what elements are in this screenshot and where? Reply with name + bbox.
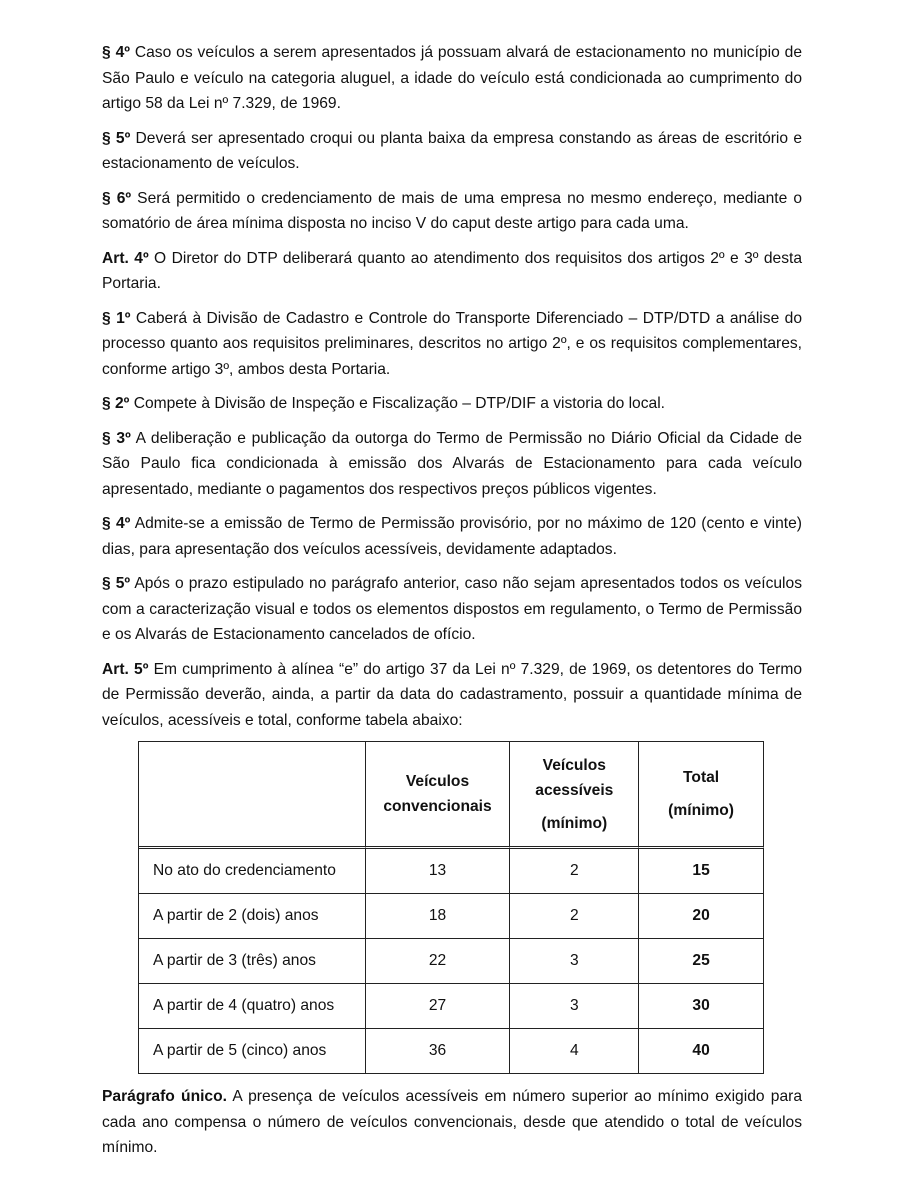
paragraph-label: § 2º	[102, 395, 130, 412]
table-row	[139, 894, 764, 939]
paragraph-text: Admite-se a emissão de Termo de Permissão provisório, por no máximo de 120 (cento e vinte) dias, para apresentação dos veículos acessíveis, devidamente adaptados.	[102, 515, 802, 558]
conventional-count: 13	[366, 849, 511, 894]
paragraph-text: O Diretor do DTP deliberará quanto ao atendimento dos requisitos dos artigos 2º e 3º desta Portaria.	[102, 249, 802, 292]
row-label: A partir de 2 (dois) anos	[139, 894, 366, 939]
total-count: 15	[639, 849, 764, 894]
header-text: Veículos	[542, 756, 606, 774]
total-count: 25	[639, 939, 764, 984]
conventional-count: 18	[366, 894, 511, 939]
header-spacer	[639, 790, 763, 798]
header-empty-cell	[139, 742, 366, 849]
paragraph-art4-par4	[102, 511, 802, 562]
paragraph-art3-par6	[102, 186, 802, 237]
vehicle-minimum-table-wrapper	[138, 741, 764, 1074]
paragraph-label: § 3º	[102, 429, 131, 447]
paragraph-art4-par1	[102, 306, 802, 383]
header-text: Total	[683, 769, 720, 786]
paragraph-text: Compete à Divisão de Inspeção e Fiscalização – DTP/DIF a vistoria do local.	[129, 395, 665, 412]
header-accessible-vehicles	[510, 742, 639, 849]
total-count: 20	[639, 894, 764, 939]
paragraph-art3-par4	[102, 40, 802, 117]
header-text: (mínimo)	[668, 802, 735, 819]
paragraph-art3-par5	[102, 126, 802, 177]
accessible-count: 2	[510, 849, 639, 894]
total-count: 30	[639, 984, 764, 1029]
paragraph-label: § 4º	[102, 44, 130, 61]
paragraph-text: Após o prazo estipulado no parágrafo anterior, caso não sejam apresentados todos os veículos com a caracterização visual e todos os elementos dispostos em regulamento, o Termo de Permissão e os Alvarás de Estacionamento cancelados de ofício.	[102, 575, 802, 643]
row-label: No ato do credenciamento	[139, 849, 366, 894]
header-spacer	[510, 803, 638, 811]
paragraph-text: Deverá ser apresentado croqui ou planta baixa da empresa constando as áreas de escritório e estacionamento de veículos.	[102, 129, 802, 172]
header-total-minimum	[639, 742, 764, 849]
document-page	[102, 40, 802, 1170]
header-text: Veículos	[405, 773, 470, 790]
accessible-count: 3	[510, 939, 639, 984]
paragraph-label: § 4º	[102, 515, 131, 532]
conventional-count: 36	[366, 1029, 511, 1074]
header-text: convencionais	[383, 798, 492, 815]
paragraph-art4-par5	[102, 571, 802, 648]
row-label: A partir de 3 (três) anos	[139, 939, 366, 984]
table-row	[139, 984, 764, 1029]
paragraph-label: § 1º	[102, 309, 131, 327]
table-header-row	[139, 742, 764, 849]
paragraph-label: § 5º	[102, 575, 131, 592]
paragraph-single	[102, 1084, 802, 1161]
conventional-count: 27	[366, 984, 511, 1029]
paragraph-art5	[102, 657, 802, 734]
paragraph-label: § 5º	[102, 129, 131, 147]
paragraph-art4-par2	[102, 391, 802, 417]
accessible-count: 4	[510, 1029, 639, 1074]
table-row	[139, 849, 764, 894]
table-row	[139, 1029, 764, 1074]
paragraph-text: A deliberação e publicação da outorga do Termo de Permissão no Diário Oficial da Cidade de São Paulo fica condicionada à emissão dos Alvarás de Estacionamento para cada veículo apresentado, mediante o pagamentos dos respectivos preços públicos vigentes.	[102, 429, 802, 498]
row-label: A partir de 5 (cinco) anos	[139, 1029, 366, 1074]
paragraph-label: § 6º	[102, 189, 132, 207]
paragraph-text: A presença de veículos acessíveis em número superior ao mínimo exigido para cada ano compensa o número de veículos convencionais, desde que atendido o total de veículos mínimo.	[102, 1088, 802, 1156]
accessible-count: 3	[510, 984, 639, 1029]
header-text: (mínimo)	[541, 814, 608, 832]
total-count: 40	[639, 1029, 764, 1074]
accessible-count: 2	[510, 894, 639, 939]
paragraph-text: Caberá à Divisão de Cadastro e Controle do Transporte Diferenciado – DTP/DTD a análise do processo quanto aos requisitos preliminares, descritos no artigo 2º, e os requisitos complementares, conforme artigo 3º, ambos desta Portaria.	[102, 309, 803, 378]
paragraph-text: Em cumprimento à alínea “e” do artigo 37 da Lei nº 7.329, de 1969, os detentores do Termo de Permissão deverão, ainda, a partir da data do cadastramento, possuir a quantidade mínima de veículos, acessíveis e total, conforme tabela abaixo:	[102, 660, 802, 729]
paragraph-art4-par3	[102, 426, 802, 503]
article-label: Art. 5º	[102, 660, 149, 678]
paragraph-text: Caso os veículos a serem apresentados já possuam alvará de estacionamento no município de São Paulo e veículo na categoria aluguel, a idade do veículo está condicionada ao cumprimento do artigo 58 da Lei nº 7.329, de 1969.	[102, 44, 802, 112]
vehicle-minimum-table	[138, 741, 764, 1074]
paragraph-text: Será permitido o credenciamento de mais de uma empresa no mesmo endereço, mediante o somatório de área mínima disposta no inciso V do caput deste artigo para cada uma.	[102, 189, 802, 232]
paragraph-art4	[102, 246, 802, 297]
table-row	[139, 939, 764, 984]
header-conventional-vehicles	[366, 742, 511, 849]
conventional-count: 22	[366, 939, 511, 984]
paragraph-label: Parágrafo único.	[102, 1088, 227, 1105]
header-text: acessíveis	[535, 781, 614, 799]
article-label: Art. 4º	[102, 249, 149, 267]
row-label: A partir de 4 (quatro) anos	[139, 984, 366, 1029]
